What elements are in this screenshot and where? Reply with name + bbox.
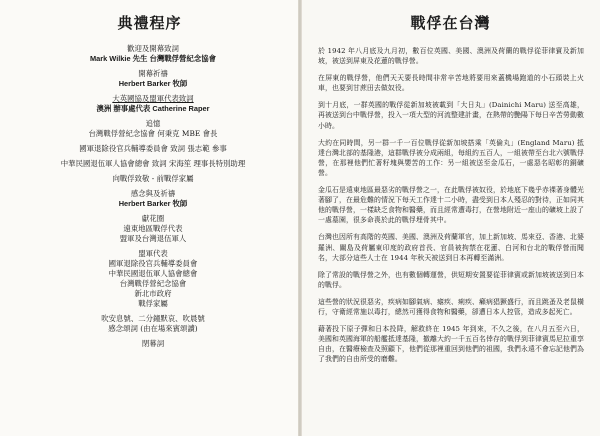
program-line: 遠東地區戰俘代表	[123, 224, 183, 233]
program-list	[18, 44, 288, 354]
program-item	[18, 189, 288, 209]
article-paragraph: 台灣也因所有高階的英國、美國、澳洲及荷蘭軍官，加上新加坡、馬來亞、香港、北婆羅洲、關島及荷屬東印度的政府首長、官員被拘禁在花蓮、白河和台北的戰俘營而聞名，大部分這些人士在 1944 年秋天被送到日本再轉至滿洲。	[318, 233, 584, 262]
program-line: 追憶	[145, 119, 161, 128]
article-paragraph: 在屏東的戰俘營，他們天天要長時間非常辛苦地將要用來蓋機場跑道的小石頭裝上火車，也要到甘蔗田去做奴役。	[318, 74, 584, 93]
program-item	[18, 339, 288, 349]
program-item	[18, 119, 288, 139]
program-line: Mark Wilkie 先生 台灣戰俘營紀念協會	[89, 54, 216, 63]
program-item	[18, 94, 288, 114]
program-line: 台灣戰俘營紀念協會	[119, 279, 187, 288]
program-item	[18, 144, 288, 154]
article-paragraph: 到十月底，一群英國的戰俘從新加坡被載到「大日丸」(Dainichi Maru) 送至高雄，再被送到台中戰俘營，投入一項大型的河流整建計畫，在熱帶的艷陽下每日辛苦勞動數小時。	[318, 101, 584, 130]
program-line: 獻花圈	[141, 214, 165, 223]
program-item	[18, 214, 288, 244]
program-line: 大英國協及盟軍代表致詞	[112, 94, 194, 103]
article-title: 戰俘在台灣	[410, 14, 491, 32]
program-item	[18, 44, 288, 64]
program-line: 國軍退除役官兵輔導委員會	[108, 259, 198, 268]
program-line: 吹安息號、二分鐘默哀、吹晨號	[101, 314, 205, 323]
article-paragraph: 於 1942 年八月底及九月初，數百位英國、美國、澳洲及荷蘭的戰俘從菲律賓及新加坡，被送到屏東及花蓮的戰俘營。	[318, 47, 584, 66]
article-paragraph: 大約在同時間，另一群一千一百位戰俘從新加坡搭乘「英倫丸」(England Maru) 抵達台灣北部的基隆港，這群戰俘被分成兩組，每組約五百人，一組被帶至台北六號戰俘營，在那裡他們忙著籽塊與嬰苦的工作：另一組被送至金瓜石，一處惡名昭彰的銅礦營。	[318, 138, 584, 177]
program-line: 戰俘家屬	[138, 299, 168, 308]
article-paragraph: 藉著投下原子彈和日本投降，解救終在 1945 年到來，不久之後，在八月五至六日，美國和英國海軍的船艦抵達基隆，撤離大約一千五百名倖存的戰俘到菲律賓馬尼拉重享自由，在醫療檢查及照顧下，他們從那裡重回到他們的祖國，我們永遠不會忘記他們為了我們的自由所受的磨難。	[318, 325, 584, 364]
program-item	[18, 69, 288, 89]
article-body	[318, 46, 584, 371]
program-item	[18, 314, 288, 334]
program-item	[18, 159, 288, 169]
article-paragraph: 金瓜石是遠東地區最惡劣的戰俘營之一，在此戰俘被奴役，於地底下幾乎赤裸著身體光著腳了，在最危難的情況下每天工作達十二小時，盡受到日本人殘忍的對待，正如同其他的戰俘營，一樣缺乏食物和醫藥，而且經常遭毒打，在營地附近一座山的礦坡上設了一處墓園，很多命喪於此的戰俘埋骨其中。	[318, 186, 584, 225]
program-line: 中華民國退伍軍人協會總會	[108, 269, 198, 278]
program-line: 澳洲 辦事處代表 Catherine Raper	[96, 104, 210, 113]
program-line: 台灣戰俘營紀念協會 何秉克 MBE 會長	[88, 129, 218, 138]
program-line: 歡迎及開幕致詞	[127, 44, 179, 53]
program-line: 閉幕詞	[141, 339, 165, 348]
program-line: 中華民國退伍軍人協會總會 致詞 宋海笙 理事長特別助理	[60, 159, 246, 168]
article-paragraph: 這些營的狀況很惡劣，疾病如腳氣病、瘧疾、痢疾、癩病猖獗盛行，而且跳蚤及老鼠橫行，守衛經常施以毒打，總然可獲得食物和醫藥，卻遭日本人控管，造成多起死亡。	[318, 297, 584, 316]
program-line: 開幕祈禱	[138, 69, 168, 78]
program-line: 感念與及祈禱	[130, 189, 176, 198]
program-line: 盟軍代表	[138, 249, 168, 258]
article-paragraph: 除了常設的戰俘營之外，也有數個轉運營，供短期安置要從菲律賓或新加坡被送到日本的戰俘。	[318, 270, 584, 289]
program-item	[18, 249, 288, 309]
program-line: 盟軍及台灣退伍軍人	[119, 234, 187, 243]
page-fold	[298, 0, 302, 436]
program-line: 感念頌詞 (由在場來賓頌讀)	[108, 324, 198, 333]
program-line: 國軍退除役官兵輔導委員會 致詞 張志範 參事	[79, 144, 227, 153]
program-title: 典禮程序	[117, 14, 182, 32]
program-line: 新北市政府	[134, 289, 172, 298]
program-line: Herbert Barker 牧師	[118, 199, 188, 208]
program-line: 向戰俘致敬 - 前戰俘家屬	[112, 174, 194, 183]
program-line: Herbert Barker 牧師	[118, 79, 188, 88]
program-item	[18, 174, 288, 184]
